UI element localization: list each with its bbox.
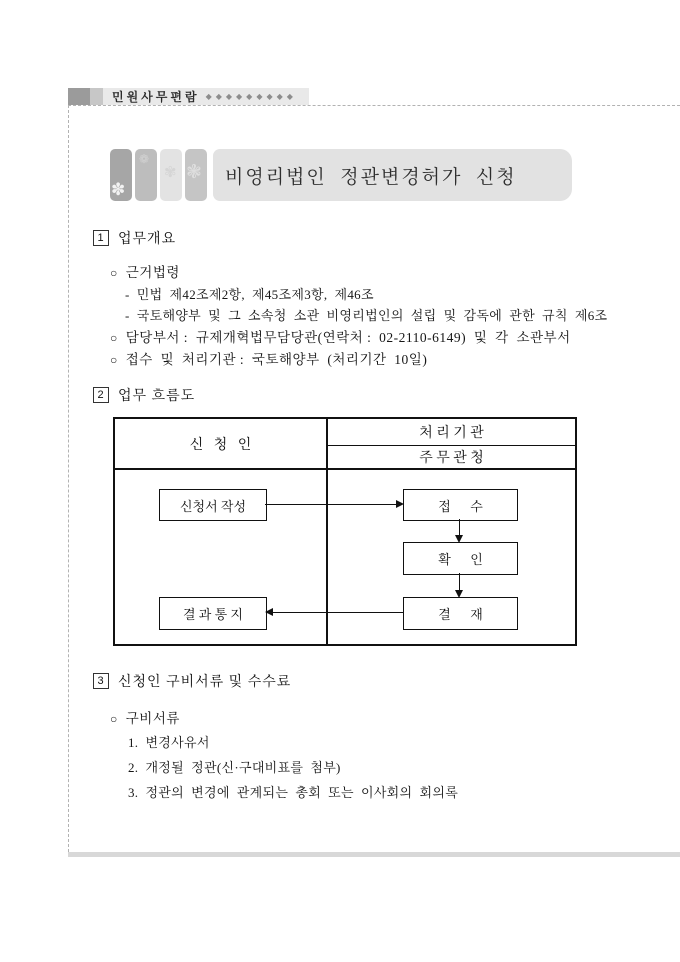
header-dark-square: [68, 88, 90, 105]
bullet-basis: [110, 261, 180, 281]
boxed-number-1: 1: [93, 230, 109, 246]
tile-3: [160, 149, 182, 201]
page-header-bar: [68, 88, 309, 105]
column-header-agency: 처 리 기 관: [419, 426, 484, 441]
bullet-dept: [110, 326, 571, 346]
arrow-receive-to-confirm: [459, 519, 460, 536]
section3-title: 신청인 구비서류 및 수수료: [118, 675, 292, 690]
docs-label: 구비서류: [125, 711, 180, 726]
flower-icon: ✾: [164, 165, 177, 181]
flower-icon: ❁: [139, 152, 150, 166]
section2-title: 업무 흐름도: [118, 389, 196, 404]
receipt-text: 접수 및 처리기관 : 국토해양부 (처리기간 10일): [125, 352, 428, 367]
section2-heading: [93, 385, 195, 405]
flower-icon: ❃: [186, 162, 202, 183]
dotted-border-left: [68, 105, 69, 852]
tile-2: [135, 149, 157, 201]
workflow-diagram: [113, 417, 577, 646]
circle-bullet-icon: ○: [110, 712, 118, 726]
arrowhead-down-icon: [455, 590, 463, 598]
doc-item-1: 1. 변경사유서: [128, 735, 210, 750]
circle-bullet-icon: ○: [110, 331, 118, 345]
arrow-approve-to-notify: [273, 612, 403, 613]
circle-bullet-icon: ○: [110, 353, 118, 367]
boxed-number-2: 2: [93, 387, 109, 403]
title-banner: [213, 149, 572, 201]
header-light-square: [90, 88, 103, 105]
section1-title: 업무개요: [118, 232, 177, 247]
diamond-dots-icon: ◆◆◆◆◆◆◆◆◆: [205, 92, 297, 101]
flow-box-write-application: 신청서 작성: [159, 489, 267, 521]
tile-4: [185, 149, 207, 201]
dotted-border-top: [68, 105, 680, 106]
doc-item-3: 3. 정관의 변경에 관계되는 총회 또는 이사회의 회의록: [128, 785, 459, 800]
circle-bullet-icon: ○: [110, 266, 118, 280]
flow-box-notify-result: 결 과 통 지: [159, 597, 267, 630]
arrowhead-down-icon: [455, 535, 463, 543]
flow-box-receive: 접 수: [403, 489, 518, 521]
page-title: 비영리법인 정관변경허가 신청: [225, 166, 517, 188]
arrow-write-to-receive: [265, 504, 397, 505]
flow-box-approve: 결 재: [403, 597, 518, 630]
basis-label: 근거법령: [125, 265, 180, 280]
doc-item-2: 2. 개정될 정관(신·구대비표를 첨부): [128, 760, 341, 775]
dept-text: 담당부서 : 규제개혁법무담당관(연락처 : 02-2110-6149) 및 각 소관부서: [125, 330, 571, 345]
header-strip: [103, 88, 309, 105]
bullet-docs: [110, 707, 180, 727]
diagram-header-divider: [115, 468, 575, 470]
law-line-2: - 국토해양부 및 그 소속청 소관 비영리법인의 설립 및 감독에 관한 규칙 제6조: [125, 308, 608, 323]
law-line-1: - 민법 제42조제2항, 제45조제3항, 제46조: [125, 287, 374, 302]
section3-heading: [93, 671, 291, 691]
column-header-agency-sub: 주 무 관 청: [419, 450, 484, 466]
arrowhead-right-icon: [396, 500, 404, 508]
decorative-tiles: [110, 149, 207, 201]
manual-title: 민원사무편람: [112, 90, 200, 104]
tile-1: [110, 149, 132, 201]
bottom-gray-band: [68, 852, 680, 857]
boxed-number-3: 3: [93, 673, 109, 689]
flower-icon: ✽: [111, 180, 126, 199]
arrowhead-left-icon: [265, 608, 273, 616]
bullet-receipt: [110, 348, 427, 368]
arrow-confirm-to-approve: [459, 573, 460, 590]
flow-box-confirm: 확 인: [403, 542, 518, 575]
column-header-applicant: 신 청 인: [189, 437, 252, 453]
section1-heading: [93, 228, 176, 248]
